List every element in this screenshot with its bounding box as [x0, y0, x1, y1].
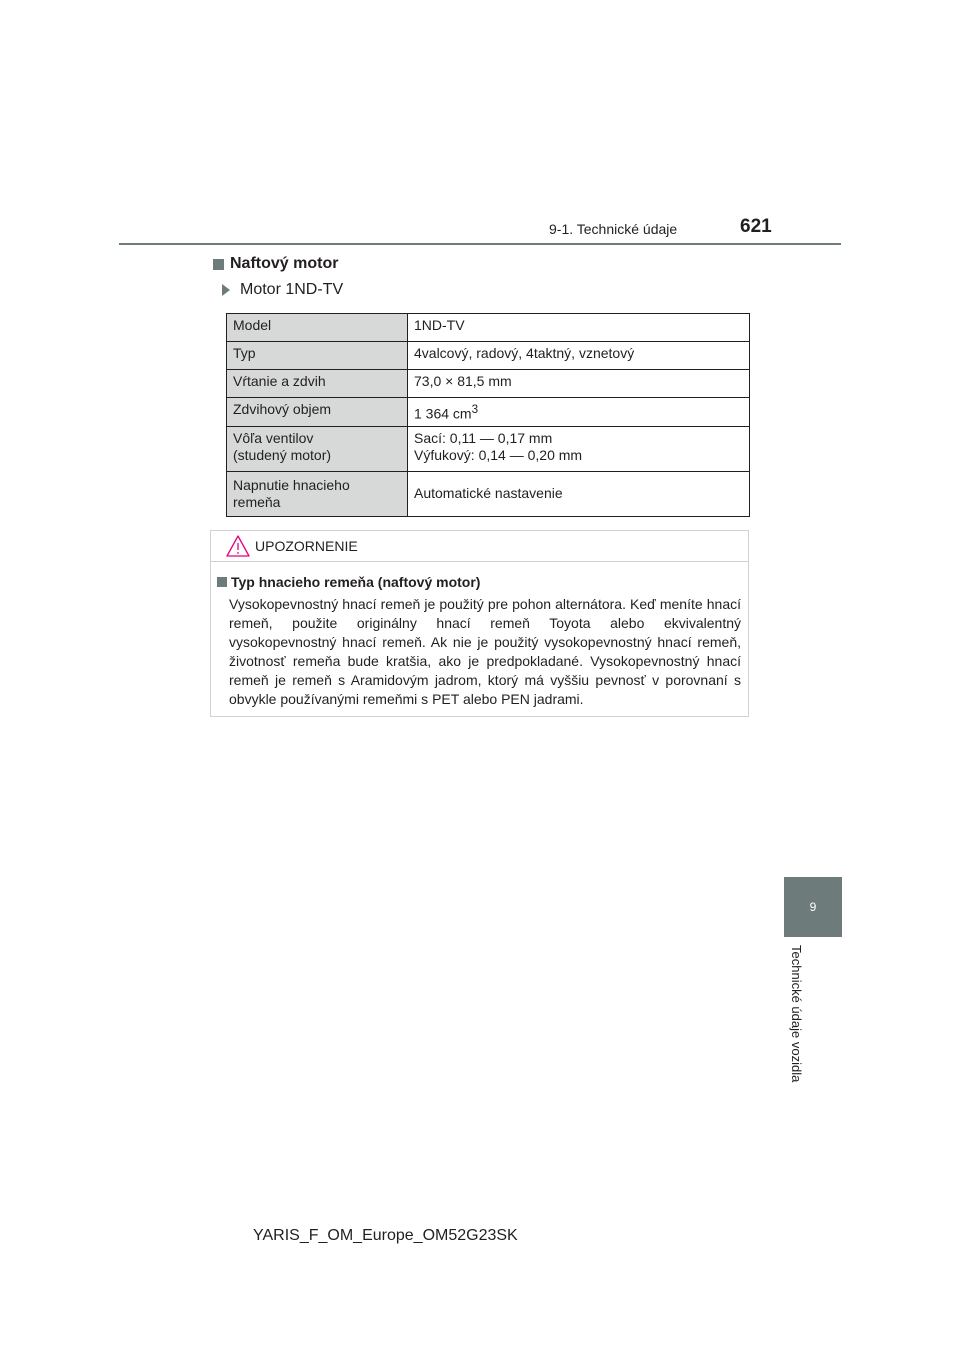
chapter-tab-label: Technické údaje vozidla: [789, 945, 804, 1083]
spec-value-text: 1 364 cm: [414, 405, 472, 422]
section-heading-text: Naftový motor: [230, 255, 339, 272]
spec-label: Vôľa ventilov (studený motor): [227, 426, 408, 471]
footer-doc-id: YARIS_F_OM_Europe_OM52G23SK: [253, 1227, 518, 1244]
subsection-heading-text: Motor 1ND-TV: [240, 281, 344, 298]
header-divider: [119, 243, 841, 245]
table-row: [227, 471, 750, 516]
spec-value: Sací: 0,11 — 0,17 mm Výfukový: 0,14 — 0,20 mm: [408, 426, 750, 471]
spec-label: Typ: [227, 342, 408, 370]
spec-label: Zdvihový objem: [227, 398, 408, 427]
spec-value: 1ND-TV: [408, 314, 750, 342]
spec-value: Automatické nastavenie: [408, 471, 750, 516]
table-row: [227, 370, 750, 398]
warning-triangle-icon: [225, 534, 251, 563]
table-row: [227, 342, 750, 370]
subsection-heading: [222, 281, 343, 299]
warning-body: Vysokopevnostný hnací remeň je použitý pre pohon alternátora. Keď meníte hnací remeň, použite originálny hnací remeň Toyota alebo ekvivalentný vysokopevnostný hnací remeň. Ak nie je použitý vysokopevnostný hnací remeň, životnosť remeňa bude kratšia, ako je predpokladané. Vysokopevnostný hnací remeň je remeň s Aramidovým jadrom, ktorý má vyššiu pevnosť v porovnaní s obvykle používanými remeňmi s PET alebo PEN jadrami.: [229, 596, 741, 707]
section-title: 9-1. Technické údaje: [549, 221, 678, 237]
table-row: [227, 314, 750, 342]
spec-value-superscript: 3: [471, 403, 479, 416]
table-row: [227, 398, 750, 427]
spec-value: [408, 398, 750, 427]
spec-value: 4valcový, radový, 4taktný, vznetový: [408, 342, 750, 370]
warning-header: [211, 531, 748, 562]
warning-subtitle-text: Typ hnacieho remeňa (naftový motor): [231, 574, 481, 590]
spec-label: Napnutie hnacieho remeňa: [227, 471, 408, 516]
spec-value: 73,0 × 81,5 mm: [408, 370, 750, 398]
chapter-tab[interactable]: 9: [784, 877, 842, 937]
spec-label: Model: [227, 314, 408, 342]
page-number: 621: [740, 216, 772, 237]
spec-label: Vŕtanie a zdvih: [227, 370, 408, 398]
table-row: [227, 426, 750, 471]
square-bullet-icon: [217, 577, 227, 587]
triangle-bullet-icon: [222, 284, 230, 296]
warning-title: UPOZORNENIE: [255, 538, 358, 554]
square-bullet-icon: [213, 259, 224, 270]
warning-box: [210, 530, 749, 717]
warning-subtitle: [217, 574, 480, 590]
section-heading: [213, 255, 338, 273]
specs-table: [226, 313, 750, 517]
